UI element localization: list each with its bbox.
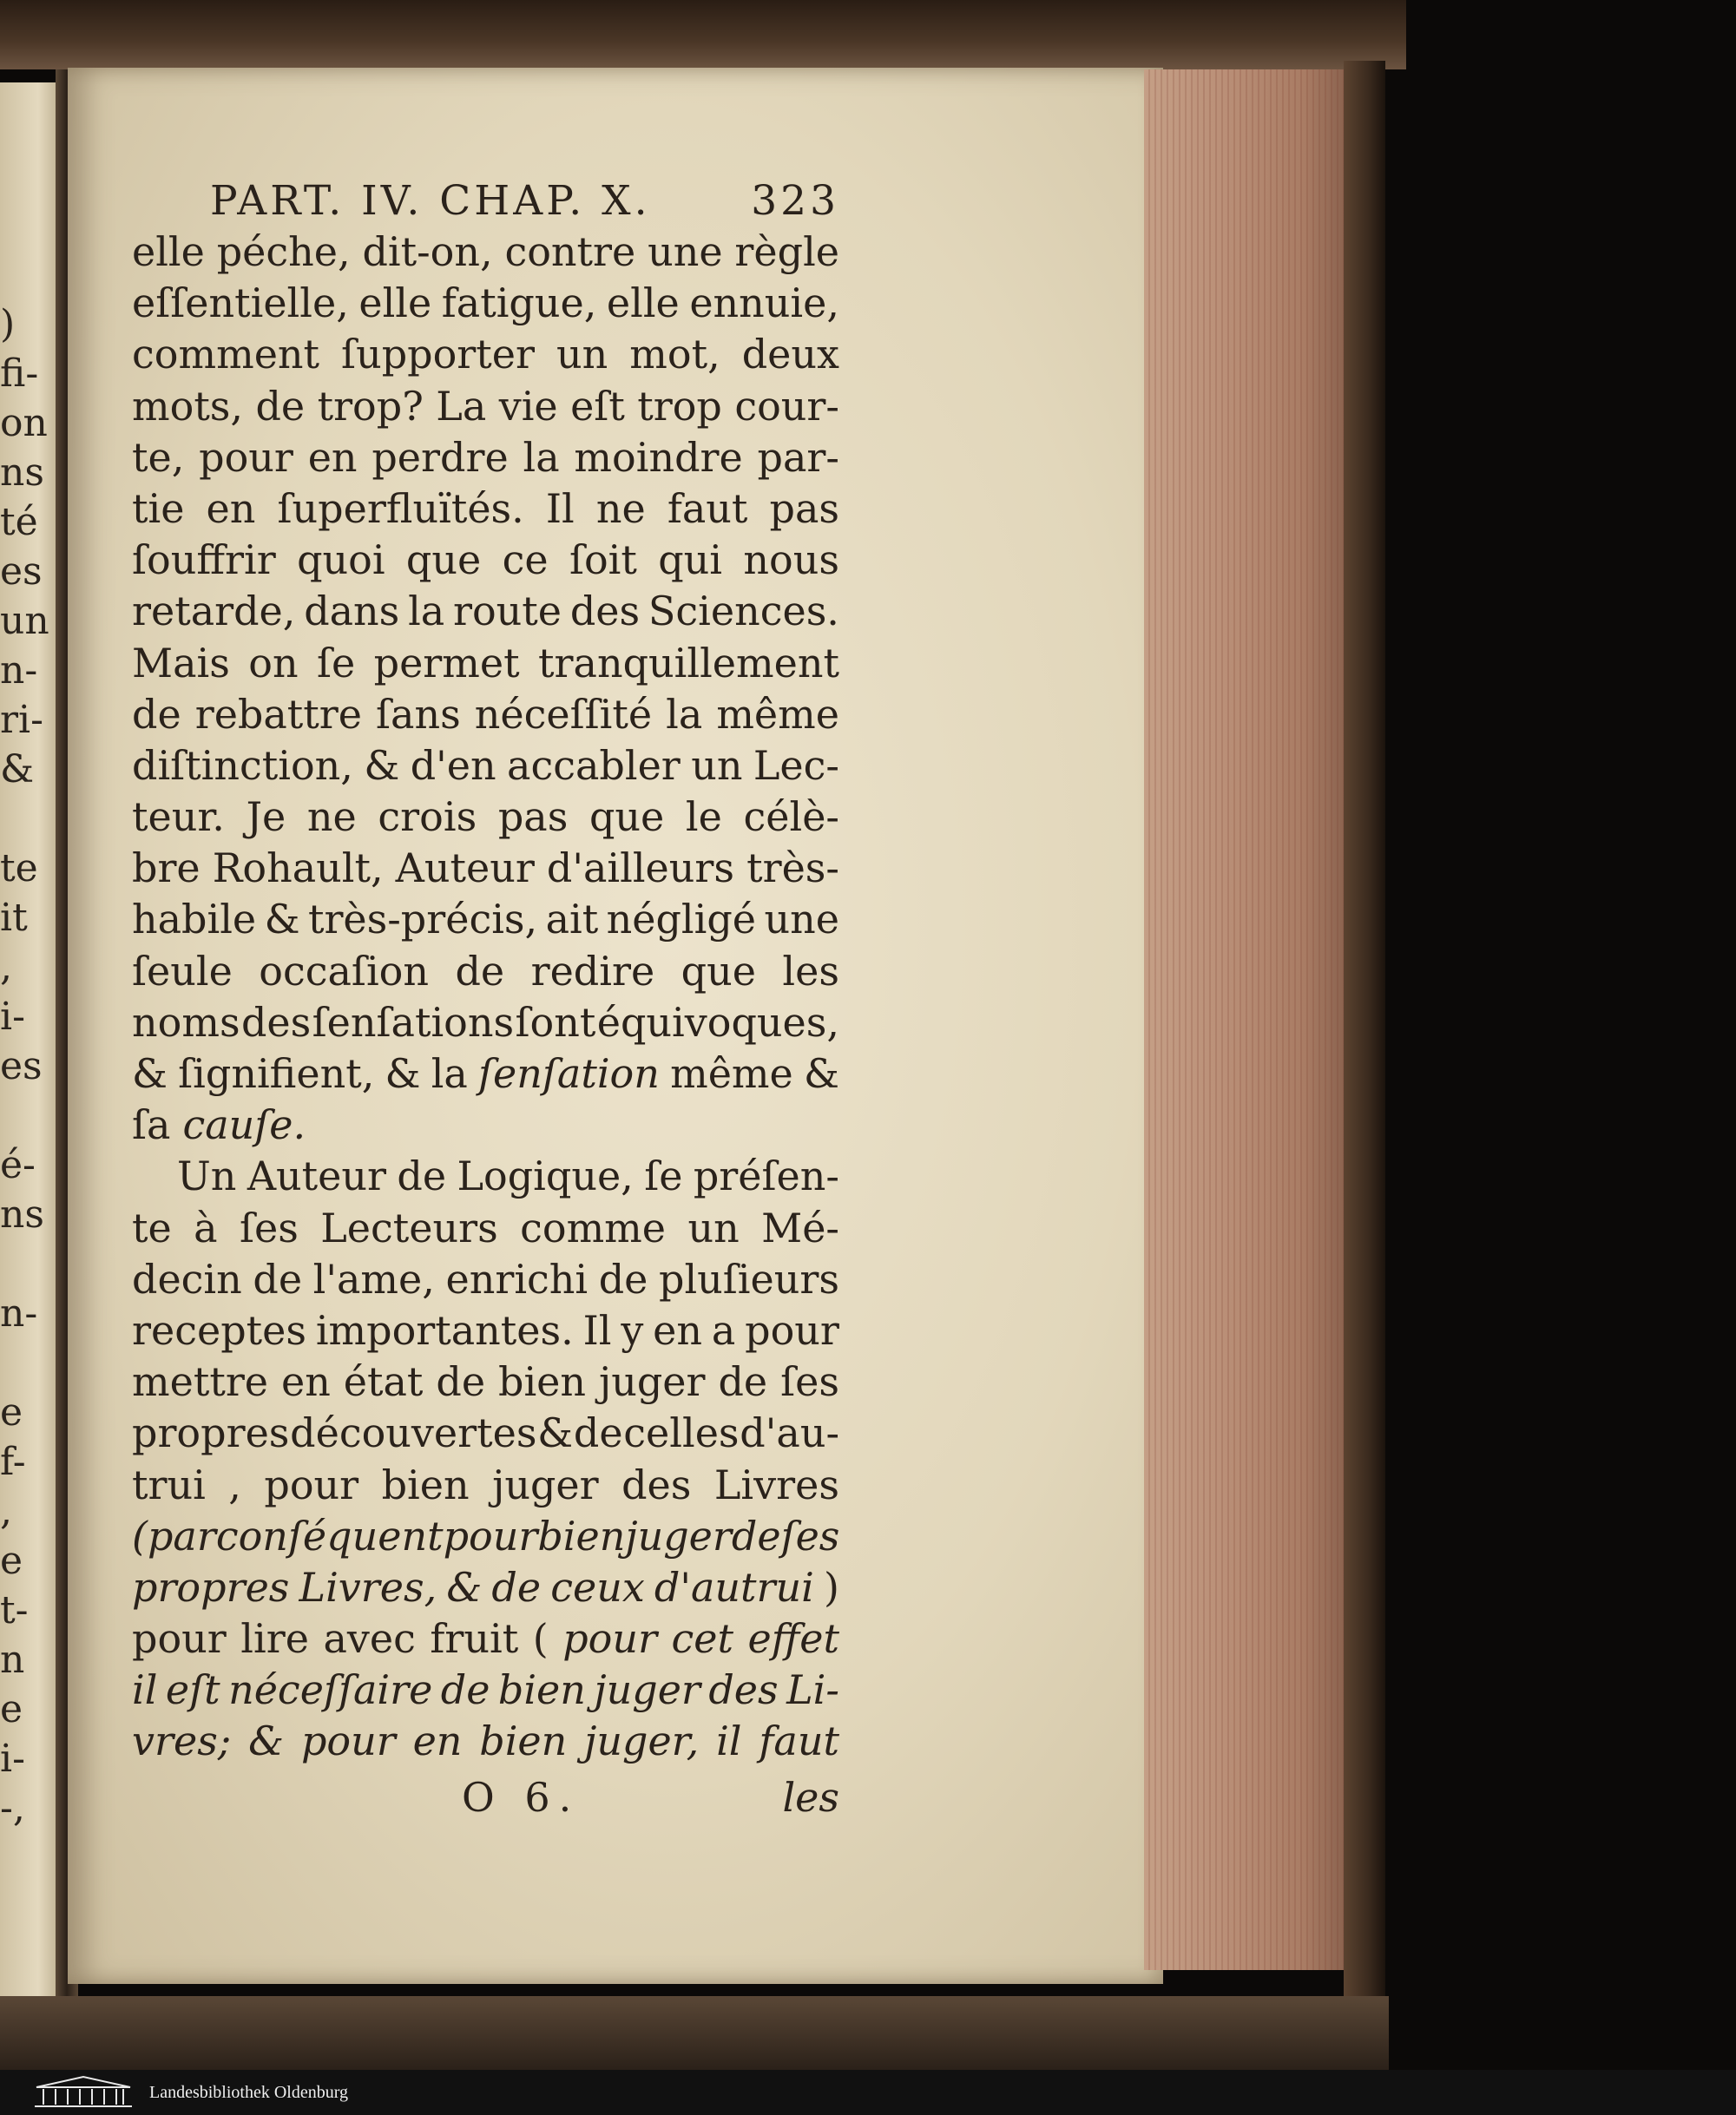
text-line bbox=[132, 227, 839, 278]
left-fragment: te bbox=[0, 846, 38, 890]
text-line bbox=[132, 791, 839, 843]
word: occaſion bbox=[259, 947, 429, 995]
word: faut bbox=[759, 1718, 839, 1765]
word: cour- bbox=[734, 382, 839, 430]
word: & bbox=[385, 1050, 421, 1097]
word: Mais bbox=[132, 639, 230, 686]
word: cet bbox=[671, 1615, 733, 1663]
text-line bbox=[132, 329, 839, 380]
word: ſa bbox=[132, 1101, 171, 1149]
text-line bbox=[132, 1408, 839, 1459]
word: avec bbox=[323, 1615, 416, 1663]
word: lire bbox=[240, 1615, 309, 1663]
left-fragment: ns bbox=[0, 450, 44, 495]
word: enrichi bbox=[445, 1255, 589, 1303]
word: par- bbox=[757, 433, 839, 481]
word: elle bbox=[358, 279, 432, 327]
word: néceſſité bbox=[474, 690, 653, 738]
word: vres; bbox=[132, 1718, 232, 1765]
word: des bbox=[240, 998, 312, 1046]
word: de bbox=[455, 947, 505, 995]
word: ſeule bbox=[132, 947, 233, 995]
left-fragment: n- bbox=[0, 1291, 38, 1336]
left-fragment: t- bbox=[0, 1588, 29, 1632]
word: en bbox=[307, 433, 358, 481]
word: on bbox=[248, 639, 299, 686]
word: pas bbox=[497, 793, 569, 841]
word: receptes bbox=[132, 1306, 306, 1354]
word: Il bbox=[545, 484, 575, 532]
word: redire bbox=[530, 947, 655, 995]
left-fragment: -, bbox=[0, 1786, 25, 1830]
word: quoi bbox=[297, 536, 385, 584]
text-line bbox=[132, 689, 839, 740]
word: effet bbox=[747, 1615, 839, 1663]
word: très-précis, bbox=[307, 896, 538, 943]
word: mettre bbox=[132, 1358, 269, 1406]
word: même bbox=[716, 690, 839, 738]
word: cauſe. bbox=[182, 1101, 306, 1149]
word: d'au- bbox=[740, 1409, 839, 1457]
word: ſe bbox=[644, 1153, 683, 1200]
word: habile bbox=[132, 896, 257, 943]
word: y bbox=[621, 1306, 644, 1354]
word: le bbox=[685, 793, 722, 841]
word: ſuperfluïtés. bbox=[277, 484, 524, 532]
word: , bbox=[228, 1461, 241, 1508]
text-line bbox=[132, 483, 839, 535]
left-fragment: ) bbox=[0, 302, 16, 346]
word: dit-on, bbox=[362, 228, 493, 275]
word: ſouffrir bbox=[132, 536, 276, 584]
word: ſont bbox=[515, 998, 596, 1046]
word: ſes bbox=[780, 1512, 840, 1560]
word: juger bbox=[594, 1666, 700, 1714]
word: bien bbox=[537, 1512, 626, 1560]
word: ſenſations bbox=[312, 998, 515, 1046]
word: La bbox=[436, 382, 487, 430]
word: de bbox=[440, 1666, 490, 1714]
word: néceſſaire bbox=[228, 1666, 433, 1714]
word: en bbox=[653, 1306, 703, 1354]
word: decin bbox=[132, 1255, 242, 1303]
word: bien bbox=[381, 1461, 470, 1508]
text-line bbox=[132, 535, 839, 586]
word: très- bbox=[746, 844, 839, 892]
word: état bbox=[343, 1358, 424, 1406]
word: de bbox=[598, 1255, 648, 1303]
text-line bbox=[132, 1460, 839, 1511]
word: d'en bbox=[410, 741, 496, 789]
word: Li- bbox=[786, 1666, 839, 1714]
text-line bbox=[132, 586, 839, 637]
word: en bbox=[412, 1718, 463, 1765]
word: celles bbox=[623, 1409, 740, 1457]
word: pas bbox=[769, 484, 839, 532]
left-fragment: es bbox=[0, 549, 43, 594]
word: fatigue, bbox=[441, 279, 597, 327]
word: Je bbox=[246, 793, 286, 841]
word: ) bbox=[824, 1563, 839, 1611]
word: la bbox=[666, 690, 703, 738]
page-fore-edge bbox=[1144, 69, 1344, 1970]
word: Auteur bbox=[247, 1153, 386, 1200]
left-fragment: n- bbox=[0, 648, 38, 693]
word: préſen- bbox=[693, 1153, 839, 1200]
left-fragment bbox=[0, 1338, 61, 1388]
word: pluſieurs bbox=[659, 1255, 839, 1303]
word: de bbox=[397, 1153, 447, 1200]
left-fragment: té bbox=[0, 500, 38, 544]
left-fragment: e bbox=[0, 1539, 23, 1583]
word: trui bbox=[132, 1461, 206, 1508]
word: en bbox=[206, 484, 256, 532]
word: juger bbox=[625, 1512, 732, 1560]
word: ſans bbox=[376, 690, 461, 738]
book-top-edge bbox=[0, 0, 1406, 69]
left-fragment: fi- bbox=[0, 351, 39, 396]
word: diſtinction, bbox=[132, 741, 353, 789]
word: péche, bbox=[216, 228, 351, 275]
word: même bbox=[670, 1050, 793, 1097]
word: les bbox=[782, 947, 839, 995]
text-line bbox=[132, 843, 839, 894]
word: pour bbox=[264, 1461, 359, 1508]
word: bien bbox=[497, 1666, 586, 1714]
word: un bbox=[691, 741, 743, 789]
word: de bbox=[491, 1563, 542, 1611]
word: pour bbox=[745, 1306, 839, 1354]
word: des bbox=[708, 1666, 779, 1714]
catchword: les bbox=[782, 1773, 839, 1821]
text-line bbox=[132, 1613, 839, 1665]
word: faut bbox=[667, 484, 748, 532]
word: la bbox=[523, 433, 560, 481]
word: noms bbox=[132, 998, 240, 1046]
text-lines bbox=[132, 227, 839, 1768]
word: trop? bbox=[317, 382, 424, 430]
word: ſupporter bbox=[341, 331, 535, 378]
text-line bbox=[132, 740, 839, 791]
word: (par bbox=[132, 1512, 216, 1560]
text-line bbox=[132, 1665, 839, 1716]
word: permet bbox=[373, 639, 520, 686]
word: contre bbox=[504, 228, 636, 275]
left-fragment: on bbox=[0, 401, 48, 445]
word: Mé- bbox=[761, 1204, 839, 1251]
signature-line bbox=[132, 1771, 839, 1823]
word: trop bbox=[637, 382, 722, 430]
text-line bbox=[132, 1305, 839, 1356]
word: tranquillement bbox=[538, 639, 839, 686]
word: pour bbox=[300, 1718, 396, 1765]
word: & bbox=[264, 896, 300, 943]
word: elle bbox=[132, 228, 205, 275]
text-line bbox=[132, 1203, 839, 1254]
word: un bbox=[556, 331, 608, 378]
word: une bbox=[764, 896, 839, 943]
word: nous bbox=[743, 536, 839, 584]
word: pour bbox=[199, 433, 293, 481]
word: équivoques, bbox=[596, 998, 839, 1046]
word: ennuie, bbox=[689, 279, 839, 327]
word: moindre bbox=[574, 433, 743, 481]
left-fragment: , bbox=[0, 945, 12, 989]
word: Sciences. bbox=[648, 588, 839, 635]
word: ceux bbox=[550, 1563, 645, 1611]
word: la bbox=[431, 1050, 468, 1097]
word: Un bbox=[177, 1153, 237, 1200]
word: qui bbox=[658, 536, 723, 584]
word: découvertes bbox=[290, 1409, 537, 1457]
text-line bbox=[132, 1356, 839, 1408]
word: & bbox=[446, 1563, 483, 1611]
word: de bbox=[573, 1409, 623, 1457]
word: deux bbox=[741, 331, 839, 378]
word: eſt bbox=[165, 1666, 220, 1714]
word: bien bbox=[498, 1358, 587, 1406]
text-line bbox=[132, 381, 839, 432]
word: un bbox=[687, 1204, 740, 1251]
word: des bbox=[569, 588, 641, 635]
word: & bbox=[364, 741, 400, 789]
footer-bar bbox=[0, 2070, 1736, 2115]
text-line bbox=[132, 1562, 839, 1613]
word: Il bbox=[582, 1306, 612, 1354]
word: Rohault, bbox=[212, 844, 384, 892]
word: retarde, bbox=[132, 588, 296, 635]
word: propres bbox=[132, 1563, 290, 1611]
word: ſes bbox=[239, 1204, 299, 1251]
word: & bbox=[132, 1050, 168, 1097]
library-name: Landesbibliothek Oldenburg bbox=[149, 2083, 349, 2102]
word: comme bbox=[520, 1204, 667, 1251]
word: pour bbox=[132, 1615, 227, 1663]
word: célè- bbox=[743, 793, 839, 841]
running-head: PART. IV. CHAP. X. bbox=[210, 177, 651, 225]
left-fragment bbox=[0, 1239, 61, 1289]
word: tie bbox=[132, 484, 185, 532]
running-header bbox=[132, 178, 839, 225]
word: négligé bbox=[606, 896, 757, 943]
left-fragment: ns bbox=[0, 1192, 44, 1237]
word: accabler bbox=[507, 741, 681, 789]
word: de bbox=[132, 690, 181, 738]
word: teur. bbox=[132, 793, 225, 841]
left-fragment: i- bbox=[0, 1737, 25, 1781]
left-fragment: é- bbox=[0, 1143, 36, 1187]
text-line bbox=[132, 1254, 839, 1305]
left-fragment: es bbox=[0, 1044, 43, 1088]
text-line bbox=[132, 278, 839, 329]
word: que bbox=[405, 536, 482, 584]
word: importantes. bbox=[315, 1306, 574, 1354]
word: de bbox=[436, 1358, 486, 1406]
word: Auteur bbox=[395, 844, 535, 892]
word: eſſentielle, bbox=[132, 279, 349, 327]
word: de bbox=[255, 382, 306, 430]
text-line bbox=[132, 997, 839, 1048]
left-fragment: , bbox=[0, 1489, 12, 1534]
word: crois bbox=[378, 793, 477, 841]
word: Lec- bbox=[753, 741, 839, 789]
word: ce bbox=[502, 536, 549, 584]
left-fragment: e bbox=[0, 1687, 23, 1731]
word: te bbox=[132, 1204, 172, 1251]
word: des bbox=[621, 1461, 692, 1508]
text-line bbox=[132, 1511, 839, 1562]
word: il bbox=[716, 1718, 742, 1765]
left-fragment: & bbox=[0, 747, 35, 791]
word: propres bbox=[132, 1409, 290, 1457]
word: ſes bbox=[780, 1358, 839, 1406]
word: que bbox=[589, 793, 665, 841]
word: de bbox=[718, 1358, 768, 1406]
word: mots, bbox=[132, 382, 244, 430]
left-fragment: f- bbox=[0, 1440, 26, 1484]
word: eſt bbox=[570, 382, 625, 430]
book-cover-edge bbox=[1344, 61, 1385, 2005]
word: la bbox=[408, 588, 445, 635]
word: comment bbox=[132, 331, 320, 378]
word: Livres, bbox=[299, 1563, 437, 1611]
word: ne bbox=[306, 793, 357, 841]
left-fragment: it bbox=[0, 896, 28, 940]
word: ait bbox=[545, 896, 599, 943]
word: pour bbox=[562, 1615, 657, 1663]
left-fragment bbox=[0, 794, 61, 844]
word: ne bbox=[595, 484, 646, 532]
word: d'autrui bbox=[654, 1563, 814, 1611]
word: perdre bbox=[372, 433, 509, 481]
text-line bbox=[132, 1716, 839, 1767]
left-fragment: n bbox=[0, 1638, 25, 1682]
word: juger bbox=[598, 1358, 706, 1406]
left-fragment: un bbox=[0, 599, 49, 643]
word: conſéquent bbox=[215, 1512, 444, 1560]
text-line bbox=[132, 946, 839, 997]
word: Logique, bbox=[457, 1153, 634, 1200]
text-line bbox=[132, 432, 839, 483]
word: juger, bbox=[584, 1718, 700, 1765]
text-line bbox=[132, 1048, 839, 1100]
word: & bbox=[537, 1409, 574, 1457]
word: te, bbox=[132, 433, 185, 481]
word: ſoit bbox=[569, 536, 637, 584]
left-fragment: e bbox=[0, 1390, 23, 1435]
text-line bbox=[132, 1151, 839, 1202]
word: il bbox=[132, 1666, 158, 1714]
word: règle bbox=[734, 228, 839, 275]
word: pour bbox=[443, 1512, 538, 1560]
word: route bbox=[453, 588, 562, 635]
word: bre bbox=[132, 844, 201, 892]
word: Lecteurs bbox=[320, 1204, 498, 1251]
word: ſignifient, bbox=[178, 1050, 375, 1097]
word: à bbox=[194, 1204, 218, 1251]
word: elle bbox=[606, 279, 680, 327]
text-line bbox=[132, 638, 839, 689]
word: ſenſation bbox=[478, 1050, 660, 1097]
word: d'ailleurs bbox=[546, 844, 735, 892]
library-building-icon bbox=[31, 2075, 135, 2110]
word: & bbox=[248, 1718, 285, 1765]
word: a bbox=[711, 1306, 736, 1354]
signature-mark: O 6. bbox=[462, 1773, 581, 1821]
word: & bbox=[803, 1050, 839, 1097]
page-number: 323 bbox=[751, 177, 839, 225]
left-page-fragments bbox=[0, 299, 61, 1833]
left-fragment: i- bbox=[0, 995, 25, 1039]
word: l'ame, bbox=[312, 1255, 435, 1303]
word: bien bbox=[479, 1718, 568, 1765]
word: rebattre bbox=[194, 690, 362, 738]
page-text bbox=[132, 178, 839, 1823]
left-fragment: ri- bbox=[0, 698, 43, 742]
text-line bbox=[132, 894, 839, 945]
word: ſe bbox=[316, 639, 356, 686]
word: mot, bbox=[629, 331, 720, 378]
book-bottom-edge bbox=[0, 1996, 1389, 2070]
word: en bbox=[280, 1358, 331, 1406]
word: ( bbox=[532, 1615, 549, 1663]
word: de bbox=[731, 1512, 781, 1560]
word: que bbox=[681, 947, 756, 995]
word: dans bbox=[304, 588, 400, 635]
word: une bbox=[648, 228, 723, 275]
word: fruit bbox=[430, 1615, 519, 1663]
word: juger bbox=[492, 1461, 599, 1508]
left-fragment bbox=[0, 1091, 61, 1140]
text-line bbox=[132, 1100, 839, 1151]
word: vie bbox=[498, 382, 558, 430]
word: Livres bbox=[713, 1461, 839, 1508]
word: de bbox=[253, 1255, 303, 1303]
